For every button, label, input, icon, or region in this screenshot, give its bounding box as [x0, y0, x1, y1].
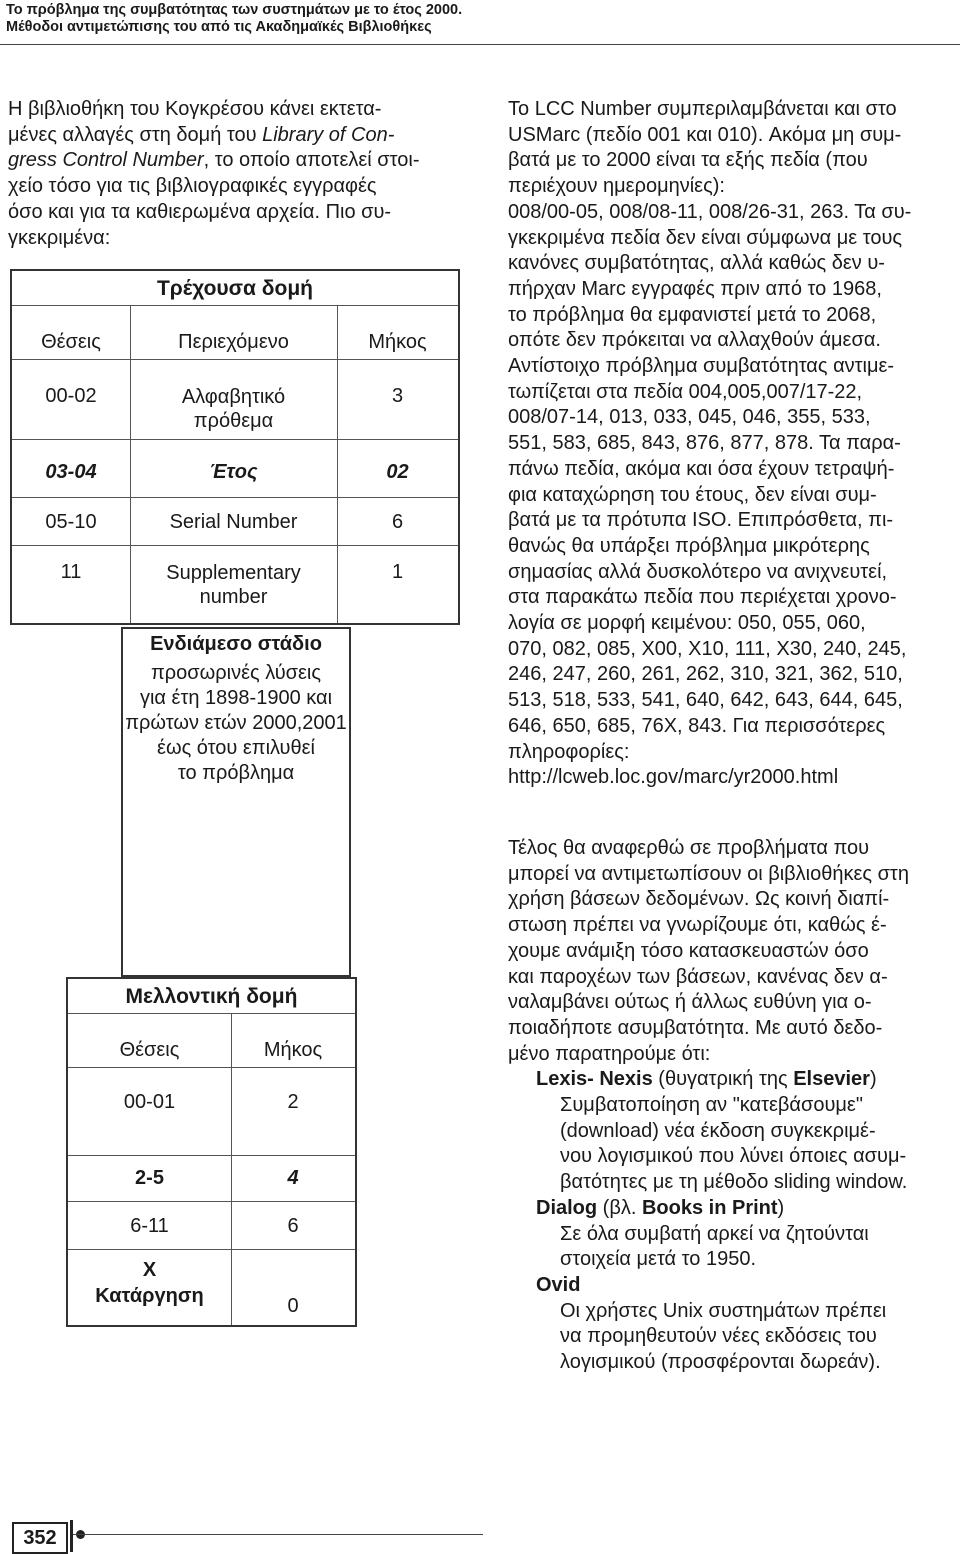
- intro-line: γκεκριμένα:: [8, 226, 111, 249]
- text-line: στοιχεία μετά το 1950.: [560, 1248, 757, 1271]
- future-structure-table: [66, 977, 357, 1327]
- text-line: θανώς θα υπάρξει πρόβλημα μικρότερης: [508, 534, 870, 557]
- table-cell: Serial Number: [169, 511, 298, 533]
- text-line: και παροχέων των βάσεων, κανένας δεν α-: [508, 965, 888, 988]
- intro-line: όσο και για τα καθιερωμένα αρχεία. Πιο συ-: [8, 200, 392, 223]
- dialog-heading: Dialog (βλ. Books in Print): [536, 1196, 785, 1219]
- text-line: λογία σε μορφή κειμένου: 050, 055, 060,: [508, 612, 866, 635]
- running-header: [6, 2, 462, 36]
- header-positions: Θέσεις: [119, 1039, 180, 1061]
- text-line: περιέχουν ημερομηνίες):: [508, 175, 725, 198]
- text-line: USMarc (πεδίο 001 και 010). Ακόμα μη συμ-: [508, 123, 902, 146]
- running-header-line-2: Μέθοδοι αντιμετώπισης του από τις Ακαδημαϊκές Βιβλιοθήκες: [6, 19, 432, 35]
- text-line: πληροφορίες:: [508, 740, 630, 763]
- intro-line: Η βιβλιοθήκη του Κογκρέσου κάνει εκτετα-: [8, 98, 382, 120]
- intermediate-stage-box: [121, 627, 351, 977]
- table-cell: 6: [287, 1215, 299, 1237]
- text-line: γκεκριμένα πεδία δεν είναι σύμφωνα με τους: [508, 226, 903, 249]
- text-line: στωση πρέπει να γνωρίζουμε ότι, καθώς έ-: [508, 914, 887, 937]
- lexis-heading: Lexis- Nexis (θυγατρική της Elsevier): [536, 1068, 877, 1091]
- text-line: 070, 082, 085, X00, X10, 111, X30, 240, 245,: [508, 637, 907, 660]
- text-line: χουμε ανάμιξη τόσο κατασκευαστών όσο: [508, 939, 869, 962]
- text-line: ποιαδήποτε ασυμβατότητα. Με αυτό δεδο-: [508, 1016, 883, 1039]
- table-cell: Αλφαβητικό πρόθεμα: [181, 386, 286, 432]
- text-line: Αντίστοιχο πρόβλημα συμβατότητας αντιμε-: [508, 355, 895, 378]
- databases-paragraph: [508, 836, 948, 1376]
- page-number: 352: [12, 1522, 68, 1554]
- table-cell: 11: [60, 561, 82, 583]
- intermediate-title: Ενδιάμεσο στάδιο: [150, 633, 322, 655]
- table-cell: 1: [391, 561, 404, 583]
- ovid-heading: Ovid: [536, 1273, 581, 1296]
- text-line: 551, 583, 685, 843, 876, 877, 878. Τα παρα-: [508, 432, 901, 455]
- text-line: στα παρακάτω πεδία που περιέχεται χρονο-: [508, 586, 897, 609]
- current-table-title: Τρέχουσα δομή: [156, 277, 314, 300]
- text-line: κανόνες συμβατότητας, αλλά καθώς δεν υ-: [508, 252, 885, 275]
- text-line: χρήση βάσεων δεδομένων. Ως κοινή διαπί-: [508, 888, 890, 911]
- current-structure-table: [10, 269, 460, 625]
- marc-url-link[interactable]: http://lcweb.loc.gov/marc/yr2000.html: [508, 766, 839, 789]
- table-cell: 02: [386, 461, 409, 483]
- text-line: πάνω πεδία, ακόμα και όσα έχουν τετραψή-: [508, 457, 895, 480]
- text-line: ναλαμβάνει ούτως ή άλλως ευθύνη για ο-: [508, 991, 872, 1014]
- text-line: Το LCC Number συμπεριλαμβάνεται και στο: [508, 98, 897, 120]
- text-line: να προμηθευτούν νέες εκδόσεις του: [560, 1325, 877, 1348]
- text-line: πήρχαν Marc εγγραφές πριν από το 1968,: [508, 277, 882, 300]
- table-cell: X Κατάργηση: [95, 1259, 204, 1307]
- text-line: Συμβατοποίηση αν "κατεβάσουμε": [560, 1094, 863, 1117]
- header-positions: Θέσεις: [41, 331, 101, 353]
- header-content: Περιεχόμενο: [178, 331, 289, 353]
- text-line: βατότητες με τη μέθοδο sliding window.: [560, 1171, 908, 1194]
- text-line: σημασίας αλλά δυσκολότερο να ανιχνευτεί,: [508, 560, 888, 583]
- text-line: βατά με τα πρότυπα ISO. Επιπρόσθετα, πι-: [508, 509, 894, 532]
- text-line: 646, 650, 685, 76X, 843. Για περισσότερες: [508, 714, 886, 737]
- text-line: φια καταχώρηση του έτους, δεν είναι συμ-: [508, 483, 877, 506]
- table-cell: Supplementary number: [166, 562, 301, 608]
- text-line: Σε όλα συμβατή αρκεί να ζητούνται: [560, 1222, 869, 1245]
- header-length: Μήκος: [368, 331, 427, 353]
- future-table-title: Μελλοντική δομή: [125, 985, 298, 1008]
- footer-rule: [73, 1534, 483, 1535]
- header-length: Μήκος: [263, 1039, 323, 1061]
- text-line: νου λογισμικού που λύνει όποιες ασυμ-: [560, 1145, 907, 1168]
- table-cell: Έτος: [209, 461, 258, 483]
- table-cell: 00-02: [45, 385, 97, 407]
- intro-line: gress Control Number, το οποίο αποτελεί στοι-: [8, 149, 420, 172]
- text-line: μένο παρατηρούμε ότι:: [508, 1042, 711, 1065]
- text-line: μπορεί να αντιμετωπίσουν οι βιβλιοθήκες στη: [508, 862, 909, 885]
- text-line: Τέλος θα αναφερθώ σε προβλήματα που: [508, 837, 870, 859]
- table-cell: 00-01: [123, 1091, 176, 1113]
- table-cell: 0: [287, 1295, 299, 1317]
- text-line: 008/07-14, 013, 033, 045, 046, 355, 533,: [508, 406, 871, 429]
- intro-line: μένες αλλαγές στη δομή του Library of Con-: [8, 123, 395, 146]
- running-header-line-1: Το πρόβλημα της συμβατότητας των συστημάτων με το έτος 2000.: [6, 2, 463, 18]
- text-line: 246, 247, 260, 261, 262, 310, 321, 362, 510,: [508, 663, 903, 686]
- page-number-bar: [70, 1520, 73, 1552]
- right-column-paragraph: [508, 97, 948, 791]
- text-line: το πρόβλημα θα εμφανιστεί μετά το 2068,: [508, 303, 877, 326]
- table-cell: 6: [391, 511, 404, 533]
- intermediate-text: προσωρινές λύσεις για έτη 1898-1900 και πρώτων ετών 2000,2001 έως ότου επιλυθεί το πρόβλημα: [125, 662, 347, 784]
- text-line: βατά με το 2000 είναι τα εξής πεδία (που: [508, 149, 868, 172]
- text-line: 513, 518, 533, 541, 640, 642, 643, 644, 645,: [508, 689, 903, 712]
- text-line: τωπίζεται στα πεδία 004,005,007/17-22,: [508, 380, 863, 403]
- table-cell: 03-04: [45, 461, 97, 483]
- intro-line: χείο τόσο για τις βιβλιογραφικές εγγραφές: [8, 175, 377, 198]
- text-line: οπότε δεν πρόκειται να αλλαχθούν άμεσα.: [508, 329, 881, 352]
- header-rule: [0, 44, 960, 45]
- table-cell: 2-5: [135, 1167, 164, 1189]
- text-line: 008/00-05, 008/08-11, 008/26-31, 263. Τα συ-: [508, 200, 912, 223]
- intro-paragraph: [8, 97, 458, 251]
- text-line: λογισμικού (προσφέρονται δωρεάν).: [560, 1351, 881, 1374]
- table-cell: 3: [391, 385, 404, 407]
- table-cell: 4: [287, 1167, 299, 1189]
- text-line: (download) νέα έκδοση συγκεκριμέ-: [560, 1119, 876, 1142]
- table-cell: 05-10: [45, 511, 97, 533]
- table-cell: 2: [287, 1091, 299, 1113]
- table-cell: 6-11: [130, 1215, 169, 1237]
- text-line: Οι χρήστες Unix συστημάτων πρέπει: [560, 1299, 887, 1322]
